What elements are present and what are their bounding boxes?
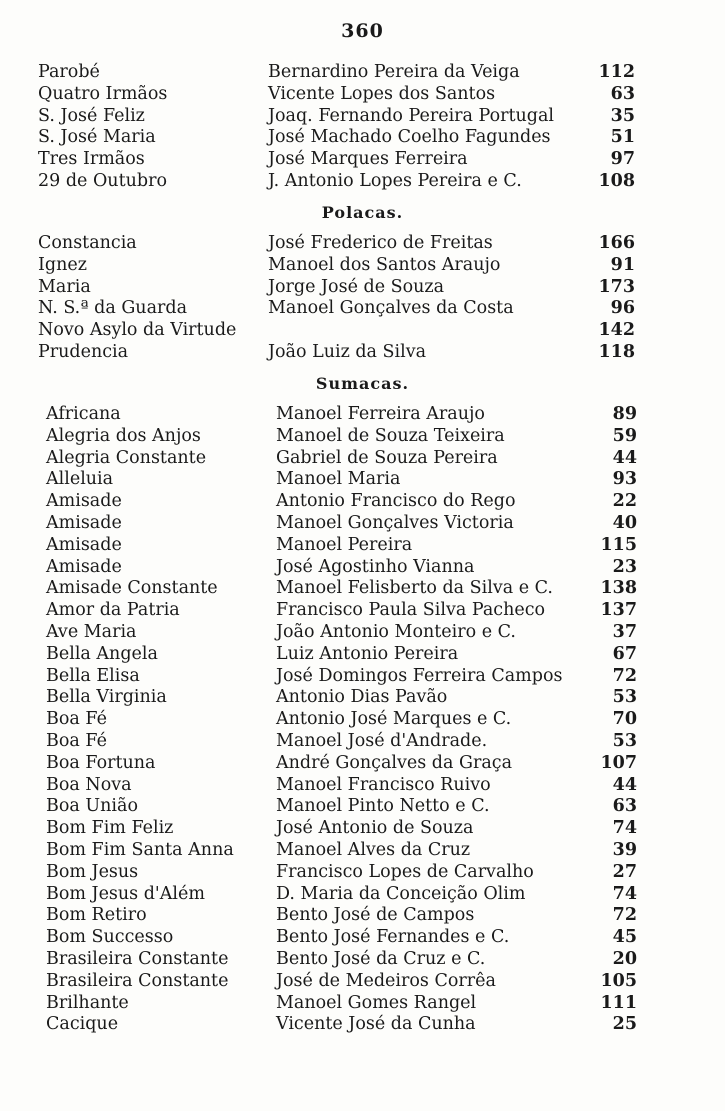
ship-name: 29 de Outubro (38, 170, 167, 191)
tonnage: 63 (610, 83, 635, 104)
table-row (0, 342, 725, 364)
table-row (0, 666, 725, 688)
tonnage: 35 (610, 105, 635, 126)
ship-name: S. José Maria (38, 127, 156, 148)
ship-name: Boa Fortuna (46, 752, 156, 773)
table-row (0, 927, 725, 949)
table-row (0, 298, 725, 320)
table-row (0, 149, 725, 171)
ship-name: Bom Retiro (46, 905, 147, 926)
owner-name: Francisco Lopes de Carvalho (276, 861, 534, 882)
table-row (0, 1014, 725, 1036)
table-row (0, 233, 725, 255)
owner-name: José Domingos Ferreira Campos (276, 665, 563, 686)
table-row (0, 426, 725, 448)
tonnage: 72 (612, 905, 637, 926)
ship-name: Prudencia (38, 341, 129, 362)
ship-name: Boa União (46, 796, 138, 817)
owner-name: Bernardino Pereira da Veiga (268, 62, 520, 82)
section-polacas (0, 233, 725, 364)
table-row (0, 644, 725, 666)
ship-name: Boa Fé (46, 709, 107, 730)
table-row (0, 687, 725, 709)
owner-name: Antonio José Marques e C. (276, 709, 512, 730)
ship-name: Bom Jesus (46, 861, 139, 882)
ship-name: Cacique (46, 1014, 119, 1035)
table-row (0, 277, 725, 299)
tonnage: 118 (598, 341, 635, 362)
ship-name: S. José Feliz (38, 105, 145, 126)
ship-name: N. S.ª da Guarda (38, 298, 188, 319)
owner-name: José Frederico de Freitas (268, 233, 493, 253)
owner-name: Antonio Dias Pavão (276, 687, 448, 708)
tonnage: 53 (612, 687, 637, 708)
ship-name: Africana (46, 404, 121, 424)
owner-name: José Antonio de Souza (276, 818, 474, 839)
owner-name: Bento José da Cruz e C. (276, 948, 486, 969)
table-row (0, 469, 725, 491)
tonnage: 63 (612, 796, 637, 817)
tonnage: 23 (612, 556, 637, 577)
owner-name: J. Antonio Lopes Pereira e C. (268, 170, 522, 191)
ship-name: Amisade (46, 556, 122, 577)
tonnage: 44 (612, 774, 637, 795)
tonnage: 142 (598, 320, 635, 341)
tonnage: 97 (610, 149, 635, 170)
table-row (0, 840, 725, 862)
tonnage: 108 (598, 170, 635, 191)
ship-name: Boa Nova (46, 774, 132, 795)
tonnage: 93 (612, 469, 637, 490)
owner-name: Manoel Pereira (276, 534, 413, 555)
tonnage: 39 (612, 839, 637, 860)
owner-name: José Agostinho Vianna (276, 556, 475, 577)
ship-name: Maria (38, 276, 91, 297)
ship-name: Amisade (46, 491, 122, 512)
section-sumacas (0, 404, 725, 1036)
table-row (0, 993, 725, 1015)
ship-name: Bom Fim Feliz (46, 818, 174, 839)
tonnage: 22 (612, 491, 637, 512)
tonnage: 45 (612, 927, 637, 948)
ship-name: Brasileira Constante (46, 970, 229, 991)
ship-name: Bom Successo (46, 927, 174, 948)
owner-name: Manoel Gonçalves Victoria (276, 512, 514, 533)
section-heading-sumacas: Sumacas. (315, 374, 410, 393)
owner-name: João Luiz da Silva (268, 341, 427, 362)
ship-name: Bella Virginia (46, 687, 167, 708)
owner-name: Vicente Lopes dos Santos (268, 83, 496, 104)
table-row (0, 971, 725, 993)
tonnage: 137 (600, 600, 637, 621)
owner-name: Luiz Antonio Pereira (276, 643, 459, 664)
tonnage: 166 (598, 233, 635, 253)
owner-name: José de Medeiros Corrêa (276, 970, 496, 991)
tonnage: 138 (600, 578, 637, 599)
owner-name: Bento José Fernandes e C. (276, 927, 510, 948)
ship-name: Tres Irmãos (38, 149, 145, 170)
table-row (0, 884, 725, 906)
table-row (0, 513, 725, 535)
tonnage: 74 (612, 818, 637, 839)
table-row (0, 753, 725, 775)
owner-name: André Gonçalves da Graça (276, 752, 513, 773)
table-row (0, 578, 725, 600)
table-row (0, 905, 725, 927)
tonnage: 67 (612, 643, 637, 664)
table-row (0, 255, 725, 277)
ship-name: Amisade (46, 534, 122, 555)
tonnage: 74 (612, 883, 637, 904)
page-number: 360 (341, 20, 384, 42)
ship-name: Alegria Constante (46, 447, 207, 468)
ship-name: Bella Angela (46, 643, 158, 664)
tonnage: 107 (600, 752, 637, 773)
owner-name: Manoel Francisco Ruivo (276, 774, 491, 795)
ship-name: Parobé (38, 62, 100, 82)
tonnage: 70 (612, 709, 637, 730)
table-row (0, 622, 725, 644)
table-row (0, 709, 725, 731)
ship-name: Bom Jesus d'Além (46, 883, 205, 904)
owner-name: D. Maria da Conceição Olim (276, 883, 526, 904)
table-row (0, 106, 725, 128)
ship-name: Brasileira Constante (46, 948, 229, 969)
tonnage: 96 (610, 298, 635, 319)
owner-name: Manoel Ferreira Araujo (276, 404, 485, 424)
tonnage: 53 (612, 730, 637, 751)
section-unnamed (0, 62, 725, 193)
tonnage: 173 (598, 276, 635, 297)
owner-name: Francisco Paula Silva Pacheco (276, 600, 546, 621)
tonnage: 44 (612, 447, 637, 468)
tonnage: 20 (612, 948, 637, 969)
table-row (0, 171, 725, 193)
table-row (0, 448, 725, 470)
ship-name: Amisade Constante (46, 578, 218, 599)
ship-name: Amisade (46, 512, 122, 533)
table-row (0, 557, 725, 579)
owner-name: Vicente José da Cunha (276, 1014, 476, 1035)
ship-name: Bom Fim Santa Anna (46, 839, 234, 860)
ship-name: Quatro Irmãos (38, 83, 168, 104)
owner-name: Bento José de Campos (276, 905, 475, 926)
table-row (0, 862, 725, 884)
tonnage: 40 (612, 512, 637, 533)
tonnage: 112 (598, 62, 635, 82)
ship-name: Ave Maria (46, 621, 137, 642)
tonnage: 89 (612, 404, 637, 424)
ship-name: Brilhante (46, 992, 129, 1013)
owner-name: Antonio Francisco do Rego (276, 491, 516, 512)
owner-name: Manoel de Souza Teixeira (276, 425, 505, 446)
tonnage: 91 (610, 254, 635, 275)
owner-name: Manoel Alves da Cruz (276, 839, 471, 860)
table-row (0, 731, 725, 753)
owner-name: Gabriel de Souza Pereira (276, 447, 498, 468)
table-row (0, 775, 725, 797)
tonnage: 115 (600, 534, 637, 555)
ship-name: Ignez (38, 254, 87, 275)
table-row (0, 491, 725, 513)
ship-name: Novo Asylo da Virtude (38, 320, 237, 341)
table-row (0, 818, 725, 840)
owner-name: Manoel Felisberto da Silva e C. (276, 578, 553, 599)
tonnage: 37 (612, 621, 637, 642)
tonnage: 111 (600, 992, 637, 1013)
table-row (0, 404, 725, 426)
tonnage: 105 (600, 970, 637, 991)
owner-name: Jorge José de Souza (268, 276, 445, 297)
ship-name: Alleluia (46, 469, 114, 490)
table-row (0, 535, 725, 557)
owner-name: João Antonio Monteiro e C. (276, 621, 516, 642)
owner-name: Manoel dos Santos Araujo (268, 254, 501, 275)
table-row (0, 320, 725, 342)
tonnage: 27 (612, 861, 637, 882)
table-row (0, 127, 725, 149)
owner-name: José Machado Coelho Fagundes (268, 127, 551, 148)
section-heading-polacas: Polacas. (321, 203, 404, 222)
table-row (0, 600, 725, 622)
tonnage: 59 (612, 425, 637, 446)
ship-name: Alegria dos Anjos (46, 425, 201, 446)
ship-name: Bella Elisa (46, 665, 140, 686)
owner-name: Joaq. Fernando Pereira Portugal (268, 105, 555, 126)
ship-name: Boa Fé (46, 730, 107, 751)
owner-name: Manoel Maria (276, 469, 401, 490)
tonnage: 25 (612, 1014, 637, 1035)
owner-name: José Marques Ferreira (268, 149, 468, 170)
tonnage: 72 (612, 665, 637, 686)
table-row (0, 84, 725, 106)
ship-name: Amor da Patria (46, 600, 180, 621)
table-row (0, 949, 725, 971)
tonnage: 51 (610, 127, 635, 148)
owner-name: Manoel Gomes Rangel (276, 992, 477, 1013)
ship-name: Constancia (38, 233, 137, 253)
owner-name: Manoel Gonçalves da Costa (268, 298, 514, 319)
owner-name: Manoel Pinto Netto e C. (276, 796, 490, 817)
table-row (0, 62, 725, 84)
owner-name: Manoel José d'Andrade. (276, 730, 488, 751)
table-row (0, 796, 725, 818)
